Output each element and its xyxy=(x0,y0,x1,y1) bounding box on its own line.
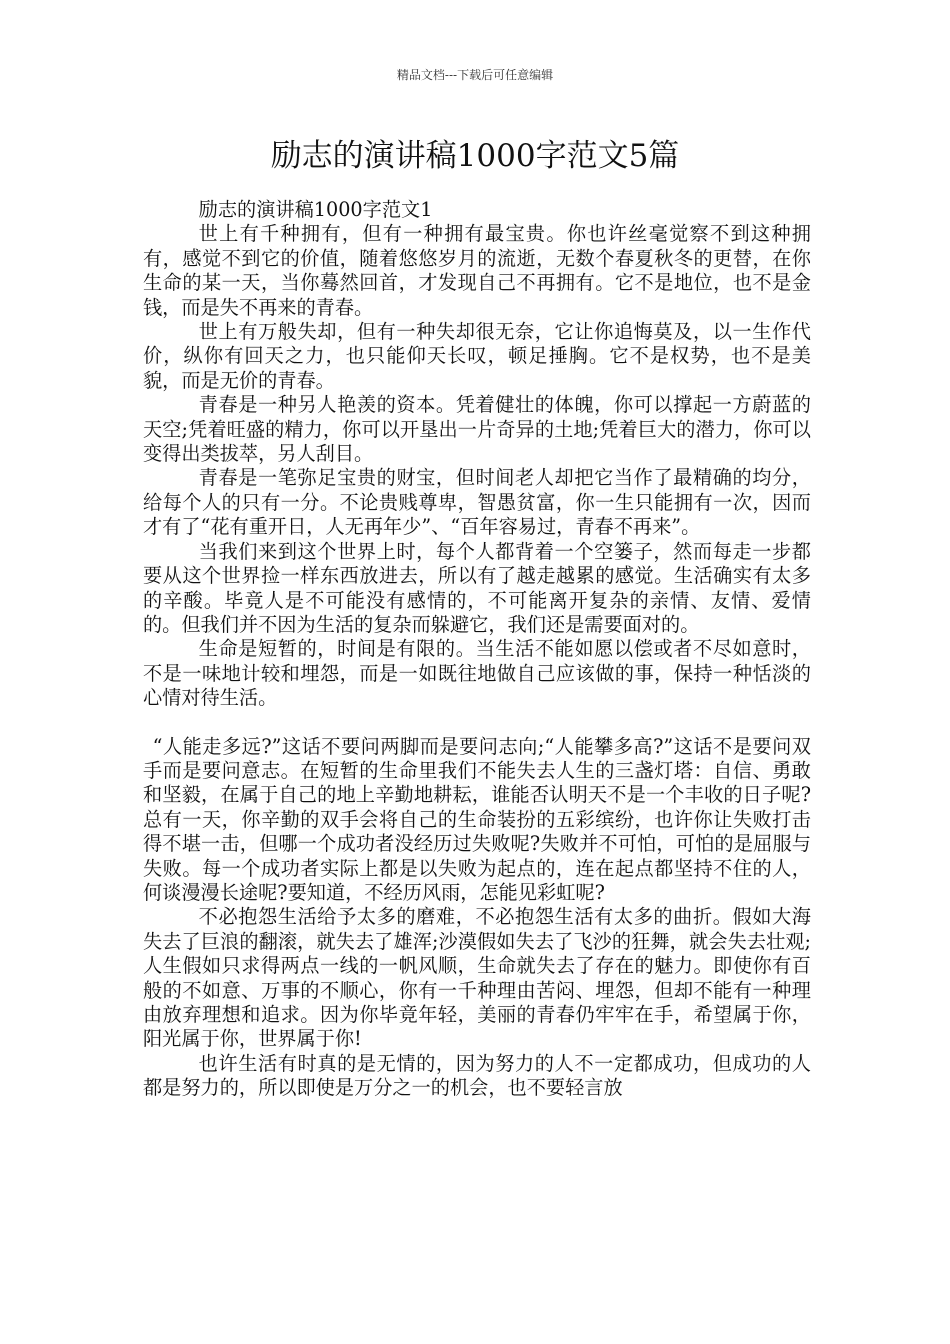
paragraph: 青春是一笔弥足宝贵的财宝，但时间老人却把它当作了最精确的均分，给每个人的只有一分。不论贵贱尊卑，智愚贫富，你一生只能拥有一次，因而才有了“花有重开日，人无再年少”、“百年容易过，青春不再来”。 xyxy=(143,466,811,539)
paragraph: 也许生活有时真的是无情的，因为努力的人不一定都成功，但成功的人都是努力的，所以即使是万分之一的机会，也不要轻言放 xyxy=(143,1051,811,1100)
document-title: 励志的演讲稿1000字范文5篇 xyxy=(270,138,680,174)
page-header-note: 精品文档---下载后可任意编辑 xyxy=(396,68,554,82)
paragraph: 当我们来到这个世界上时，每个人都背着一个空篓子，然而每走一步都要从这个世界捡一样东西放进去，所以有了越走越累的感觉。生活确实有太多的辛酸。毕竟人是不可能没有感情的，不可能离开复杂的亲情、友情、爱情的。但我们并不因为生活的复杂而躲避它，我们还是需要面对的。 xyxy=(143,539,811,636)
subheading: 励志的演讲稿1000字范文1 xyxy=(198,198,433,221)
paragraph: 世上有千种拥有，但有一种拥有最宝贵。你也许丝毫觉察不到这种拥有，感觉不到它的价值，随着悠悠岁月的流逝，无数个春夏秋冬的更替，在你生命的某一天，当你蓦然回首，才发现自己不再拥有。它不是地位，也不是金钱，而是失不再来的青春。 xyxy=(143,222,811,319)
paragraph: 世上有万般失却，但有一种失却很无奈，它让你追悔莫及，以一生作代价，纵你有回天之力，也只能仰天长叹，顿足捶胸。它不是权势，也不是美貌，而是无价的青春。 xyxy=(143,320,811,392)
paragraph: 青春是一种另人艳羡的资本。凭着健壮的体魄，你可以撑起一方蔚蓝的天空;凭着旺盛的精力，你可以开垦出一片奇异的土地;凭着巨大的潜力，你可以变得出类拔萃，另人刮目。 xyxy=(143,393,811,466)
paragraph: 不必抱怨生活给予太多的磨难，不必抱怨生活有太多的曲折。假如大海失去了巨浪的翻滚，就失去了雄浑;沙漠假如失去了飞沙的狂舞，就会失去壮观;人生假如只求得两点一线的一帆风顺，生命就失去了存在的魅力。即使你有百般的不如意、万事的不顺心，你有一千种理由苦闷、埋怨，但却不能有一种理由放弃理想和追求。因为你毕竟年轻，美丽的青春仍牢牢在手，希望属于你，阳光属于你，世界属于你! xyxy=(143,905,811,1051)
paragraph: 生命是短暂的，时间是有限的。当生活不能如愿以偿或者不尽如意时，不是一味地计较和埋怨，而是一如既往地做自己应该做的事，保持一种恬淡的心情对待生活。 xyxy=(143,637,811,710)
paragraph: “人能走多远?”这话不要问两脚而是要问志向;“人能攀多高?”这话不是要问双手而是要问意志。在短暂的生命里我们不能失去人生的三盏灯塔：自信、勇敢和坚毅，在属于自己的地上辛勤地耕耘，谁能否认明天不是一个丰收的日子呢?总有一天，你辛勤的双手会将自己的生命装扮的五彩缤纷，也许你让失败打击得不堪一击，但哪一个成功者没经历过失败呢?失败并不可怕，可怕的是屈服与失败。每一个成功者实际上都是以失败为起点的，连在起点都坚持不住的人，何谈漫漫长途呢?要知道，不经历风雨，怎能见彩虹呢? xyxy=(143,734,811,904)
document-body xyxy=(143,198,811,1101)
paragraph-gap xyxy=(143,711,811,735)
